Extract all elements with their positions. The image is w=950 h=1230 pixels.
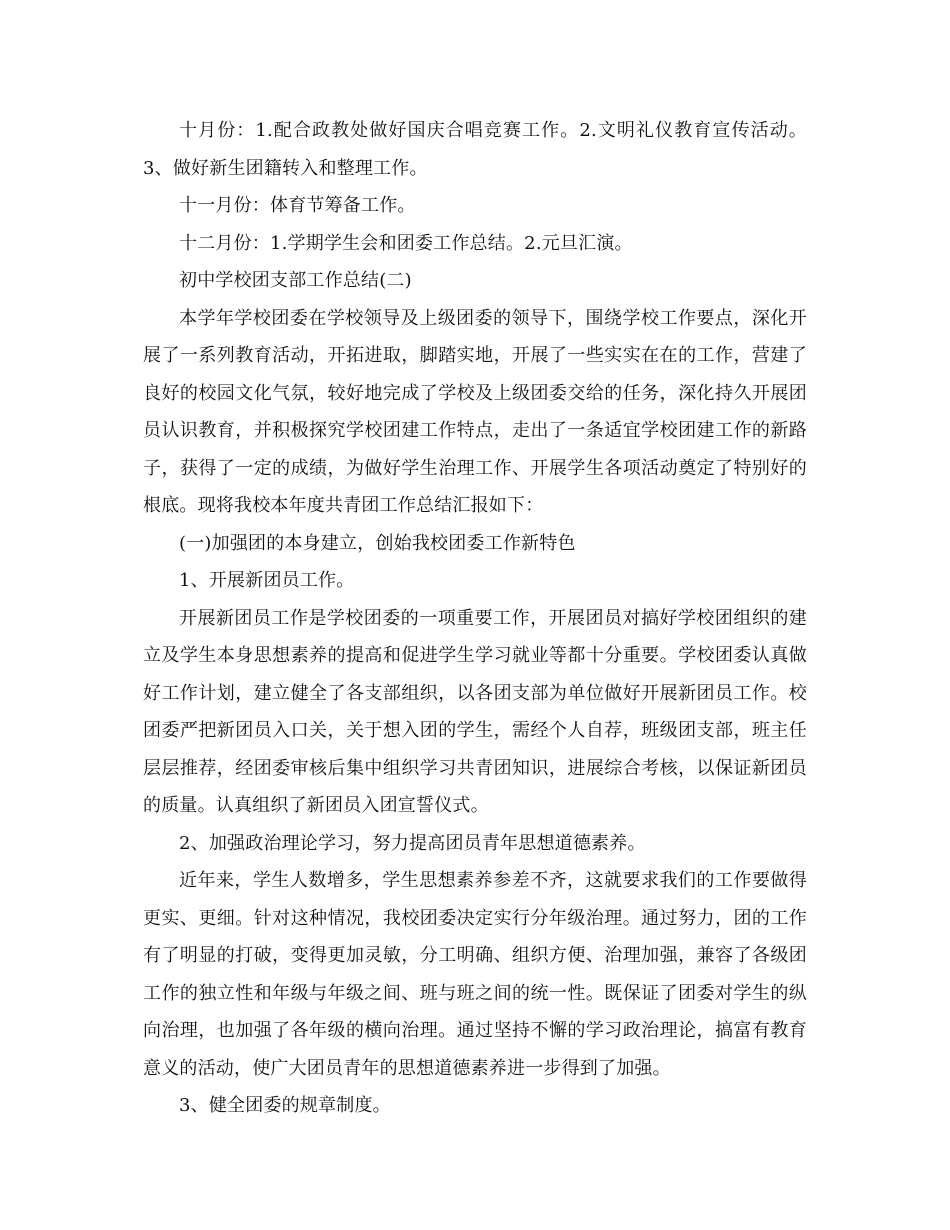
paragraph-item-1: 开展新团员工作是学校团委的一项重要工作，开展团员对搞好学校团组织的建立及学生本身思想素养的提高和促进学生学习就业等都十分重要。学校团委认真做好工作计划，建立健全了各支部组织，以各团支部为单位做好开展新团员工作。校团委严把新团员入口关，关于想入团的学生，需经个人自荐，班级团支部，班主任层层推荐，经团委审核后集中组织学习共青团知识，进展综合考核，以保证新团员的质量。认真组织了新团员入团宣誓仪式。 [143,607,807,816]
heading-item-2: 2、加强政治理论学习，努力提高团员青年思想道德素养。 [179,832,646,854]
heading-item-1: 1、开展新团员工作。 [179,570,355,591]
paragraph-item-2: 近年来，学生人数增多，学生思想素养参差不齐，这就要求我们的工作要做得更实、更细。针对这种情况，我校团委决定实行分年级治理。通过努力，团的工作有了明显的打破，变得更加灵敏，分工明确、组织方便、治理加强，兼容了各级团工作的独立性和年级与年级之间、班与班之间的统一性。既保证了团委对学生的纵向治理，也加强了各年级的横向治理。通过坚持不懈的学习政治理论，搞富有教育意义的活动，使广大团员青年的思想道德素养进一步得到了加强。 [143,870,807,1079]
heading-part-one: (一)加强团的本身建立，创始我校团委工作新特色 [179,532,576,554]
paragraph-october: 十月份：1.配合政教处做好国庆合唱竞赛工作。2.文明礼仪教育宣传活动。3、做好新生团籍转入和整理工作。 [143,120,807,179]
paragraph-december: 十二月份：1.学期学生会和团委工作总结。2.元旦汇演。 [179,232,633,254]
document-body [143,112,807,1125]
section-title: 初中学校团支部工作总结(二) [179,270,412,291]
paragraph-november: 十一月份：体育节筹备工作。 [179,195,416,216]
heading-item-3: 3、健全团委的规章制度。 [179,1095,391,1116]
paragraph-intro: 本学年学校团委在学校领导及上级团委的领导下，围绕学校工作要点，深化开展了一系列教育活动，开拓进取，脚踏实地，开展了一些实实在在的工作，营建了良好的校园文化气氛，较好地完成了学校及上级团委交给的任务，深化持久开展团员认识教育，并积极探究学校团建工作特点，走出了一条适宜学校团建工作的新路子，获得了一定的成绩，为做好学生治理工作、开展学生各项活动奠定了特别好的根底。现将我校本年度共青团工作总结汇报如下： [143,307,807,516]
